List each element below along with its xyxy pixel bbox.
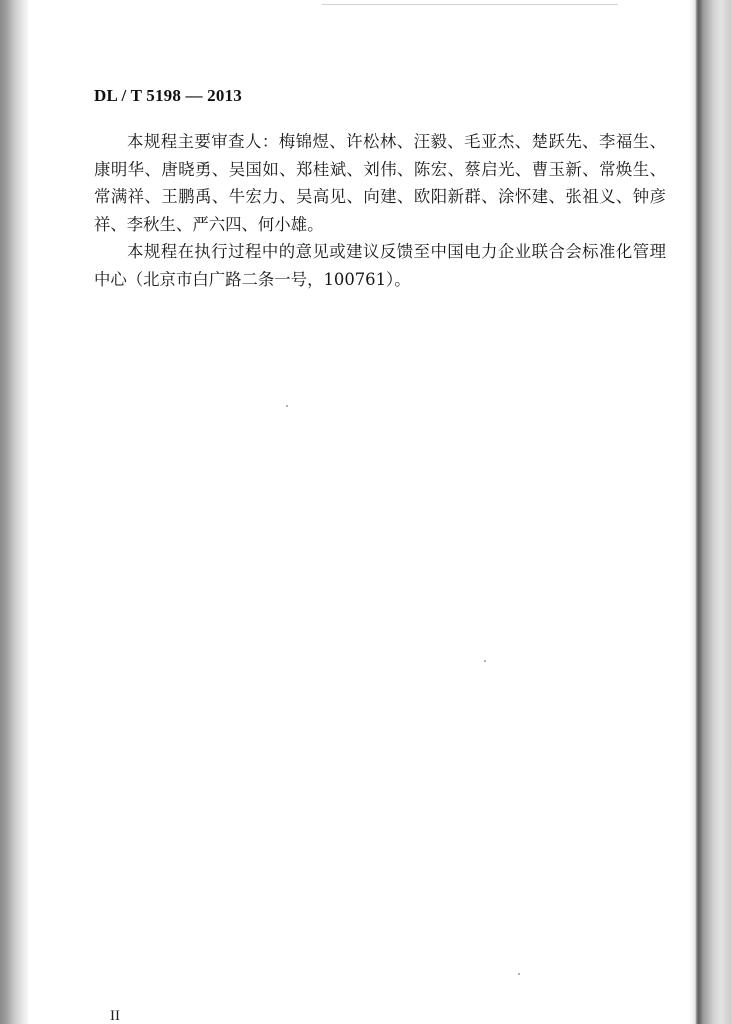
reviewers-paragraph: 本规程主要审查人：梅锦煜、许松林、汪毅、毛亚杰、楚跃先、李福生、康明华、唐晓勇、吴国如、郑桂斌、刘伟、陈宏、蔡启光、曹玉新、常焕生、常满祥、王鹏禹、牛宏力、吴高见、向建、欧阳新群、涂怀建、张祖义、钟彦祥、李秋生、严六四、何小雄。 [94, 132, 666, 234]
scan-speck [484, 660, 486, 662]
feedback-paragraph: 本规程在执行过程中的意见或建议反馈至中国电力企业联合会标准化管理中心（北京市白广路二条一号，100761）。 [94, 242, 666, 289]
scan-speck [518, 973, 520, 975]
standard-code-header: DL / T 5198 — 2013 [94, 86, 242, 105]
scan-speck [286, 405, 288, 407]
document-page [28, 0, 689, 1024]
page-number: II [110, 1008, 120, 1024]
right-page-edge [689, 0, 731, 1024]
top-scan-line [322, 4, 618, 5]
document-body [94, 128, 666, 294]
left-scan-shadow [0, 0, 28, 1024]
